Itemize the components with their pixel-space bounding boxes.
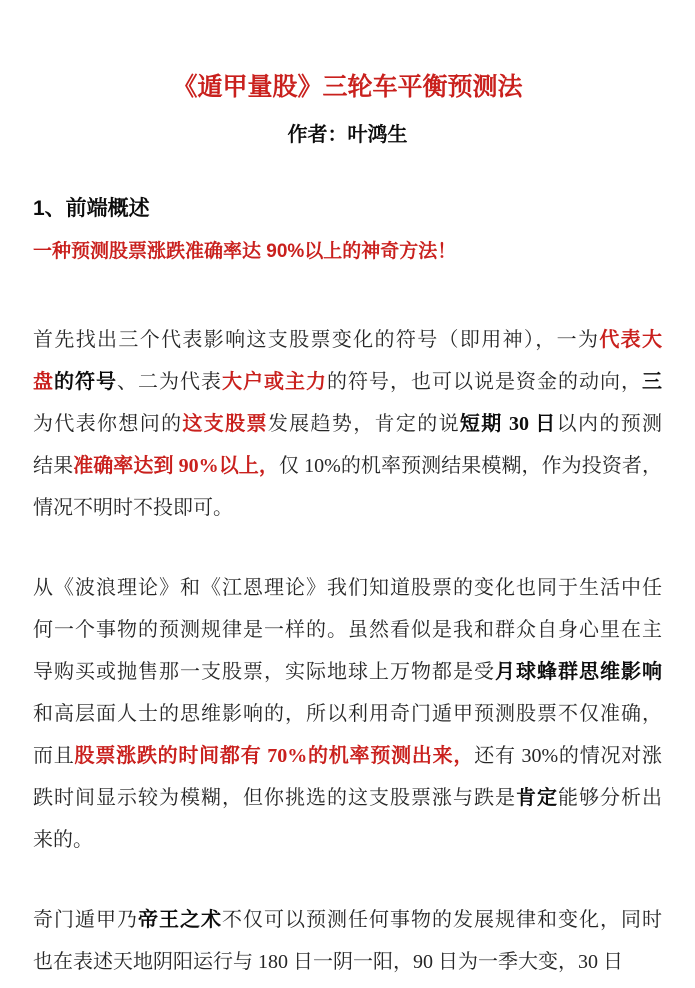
body-text: 而且 (33, 745, 75, 767)
body-text: 为代表你想问的 (33, 413, 183, 435)
body-text: 情况不明时不投即可。 (33, 497, 233, 519)
bold-text: 帝王之术 (138, 909, 222, 931)
body-text: 来的。 (33, 829, 93, 851)
red-bold-text: 代表大 (599, 329, 663, 351)
bold-text: 的符号 (54, 371, 117, 393)
paragraph-line (33, 735, 662, 777)
body-text: 仅 10%的机率预测结果模糊，作为投资者， (278, 455, 662, 477)
body-text: 跌时间显示较为模糊，但你挑选的这支股票涨与跌是 (33, 787, 516, 809)
body-text: 奇门遁甲乃 (33, 909, 138, 931)
body-text: 以内的预测 (556, 413, 663, 435)
paragraph-line (33, 361, 662, 403)
paragraph-line (33, 693, 662, 735)
paragraph (33, 567, 662, 861)
red-bold-text: 股票涨跌的时间都有 70%的机率预测出来， (74, 745, 475, 767)
red-bold-text: 这支股票 (182, 413, 268, 435)
document-title: 《遁甲量股》三轮车平衡预测法 (172, 73, 523, 101)
paragraph-line (33, 819, 662, 861)
paragraph-line (33, 567, 662, 609)
author-line: 作者：叶鸿生 (287, 124, 408, 146)
red-bold-text: 大户或主力 (222, 371, 327, 393)
paragraph-line (33, 445, 662, 487)
paragraph-line (33, 941, 662, 983)
body-text: 也在表述天地阴阳运行与 180 日一阴一阳，90 日为一季大变，30 日 (33, 951, 623, 973)
red-bold-text: 盘 (33, 371, 54, 393)
paragraph (33, 899, 662, 983)
paragraph-line (33, 899, 662, 941)
body-text: 何一个事物的预测规律是一样的。虽然看似是我和群众自身心里在主 (33, 619, 662, 641)
paragraph-line (33, 651, 662, 693)
body-text: 结果 (33, 455, 74, 477)
slogan-line: 一种预测股票涨跌准确率达 90%以上的神奇方法！ (33, 241, 457, 262)
paragraph-line (33, 319, 662, 361)
body-text: 还有 30%的情况对涨 (474, 745, 663, 767)
paragraph-line (33, 403, 662, 445)
document-body (33, 319, 662, 983)
body-text: 的符号，也可以说是资金的动向， (327, 371, 642, 393)
body-text: 导购买或抛售那一支股票，实际地球上万物都是受 (33, 661, 495, 683)
red-bold-text: 准确率达到 90%以上， (73, 455, 279, 477)
bold-text: 月球蜂群思维影响 (495, 661, 662, 683)
body-text: 能够分析出 (558, 787, 662, 809)
body-text: 不仅可以预测任何事物的发展规律和变化，同时 (222, 909, 662, 931)
body-text: 发展趋势，肯定的说 (267, 413, 460, 435)
bold-text: 肯定 (516, 787, 558, 809)
paragraph-line (33, 487, 662, 529)
body-text: 、二为代表 (117, 371, 222, 393)
bold-text: 短期 30 日 (459, 413, 557, 435)
paragraph-line (33, 609, 662, 651)
section-heading: 1、前端概述 (33, 197, 150, 220)
body-text: 首先找出三个代表影响这支股票变化的符号（即用神），一为 (33, 329, 600, 351)
paragraph-line (33, 777, 662, 819)
body-text: 从《波浪理论》和《江恩理论》我们知道股票的变化也同于生活中任 (33, 577, 662, 599)
body-text: 和高层面人士的思维影响的，所以利用奇门遁甲预测股票不仅准确， (33, 703, 662, 725)
paragraph (33, 319, 662, 529)
bold-text: 三 (642, 371, 662, 393)
